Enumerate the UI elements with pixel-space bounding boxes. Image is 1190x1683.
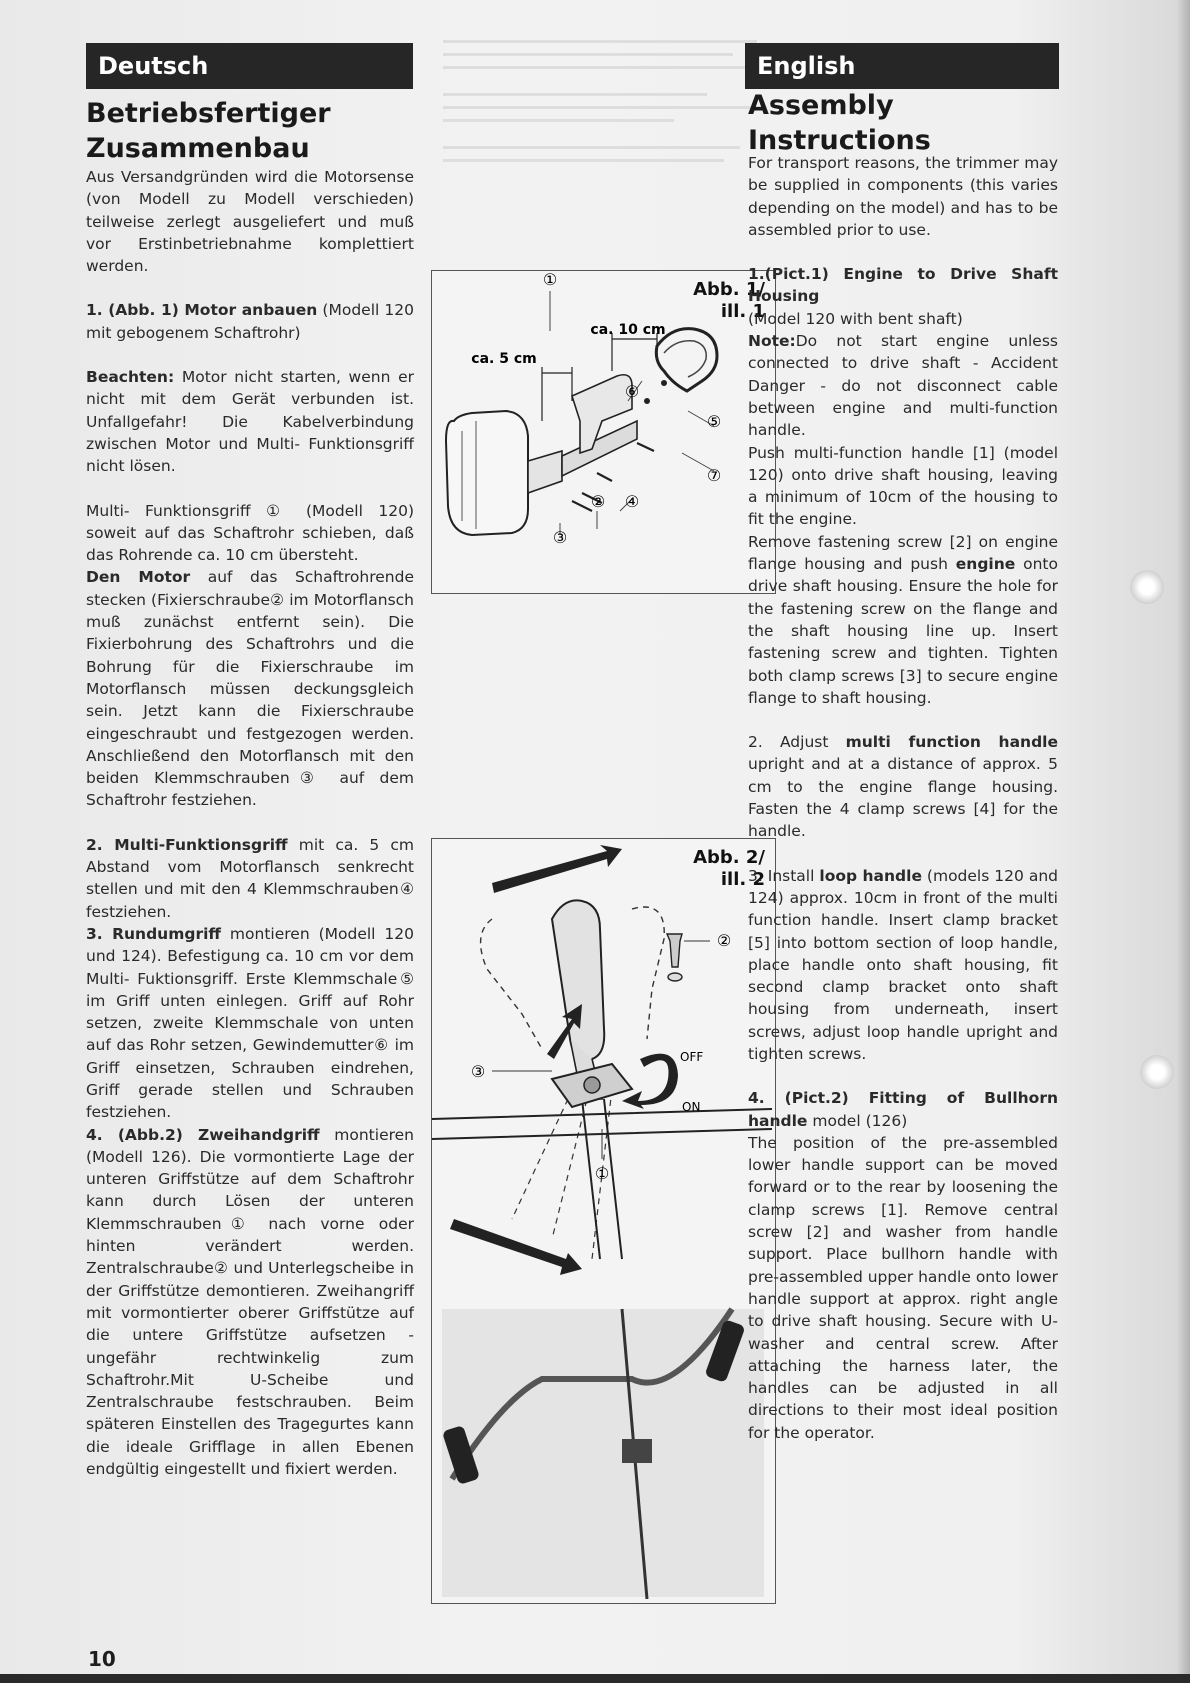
deutsch-section-1 <box>86 299 414 344</box>
punch-hole-bottom <box>1140 1055 1174 1089</box>
english-note <box>748 330 1058 441</box>
deutsch-note-text: Motor nicht starten, wenn er nicht mit dem Gerät verbunden ist. Unfallgefahr! Die Kabelverbindung zwischen Motor und Multi- Funktionsgriff nicht lösen. <box>86 368 414 476</box>
english-intro: For transport reasons, the trimmer may be supplied in components (this varies depending on the model) and has to be assembled prior to use. <box>748 154 1058 239</box>
english-s1-title: 1.(Pict.1) Engine to Drive Shaft Housing <box>748 265 1058 306</box>
deutsch-s2-text: mit ca. 5 cm Abstand vom Motorflansch senkrecht stellen und mit den 4 Klemmschrauben④ festziehen. <box>86 835 414 921</box>
english-s4-title: 4. (Pict.2) Fitting of Bullhorn <box>748 1089 1058 1108</box>
figure-1-label-line1: Abb. 1/ <box>693 279 765 300</box>
on-label: ON <box>682 1100 701 1114</box>
dimension-5cm: ca. 5 cm <box>471 351 537 367</box>
deutsch-s1-p2-text: auf das Schaftrohrende stecken (Fixierschraube② im Motorflansch muß zunächst entfernt sein). Die Fixierbohrung des Schaftrohrs und die Bohrung für die Fixierschraube im Motorflansch müssen deckungsgleich sein. Jetzt kann die Fixierschraube eingeschraubt und festgezogen werden. Anschließend den Motorflansch mit den beiden Klemmschrauben③ auf dem Schaftrohr festziehen. <box>86 568 414 810</box>
english-section-4 <box>748 1087 1058 1132</box>
deutsch-s1-p2 <box>86 566 414 811</box>
deutsch-heading <box>86 96 416 166</box>
deutsch-section-4 <box>86 1124 414 1481</box>
deutsch-section-2 <box>86 834 414 923</box>
deutsch-s4-label: 4. (Abb.2) Zweihandgriff <box>86 1125 320 1144</box>
punch-hole-top <box>1130 570 1164 604</box>
adjust-arrow-top <box>492 845 622 893</box>
figure-1-label-line2: ill. 1 <box>720 301 765 322</box>
engine-flange <box>528 451 562 493</box>
english-s4-model: model (126) <box>807 1111 908 1130</box>
figure-2-label-line2: ill. 2 <box>720 869 765 890</box>
english-s1-sub: (Model 120 with bent shaft) <box>748 309 963 328</box>
english-heading: Assembly Instructions <box>748 90 931 156</box>
handle-grip <box>552 900 604 1059</box>
deutsch-note <box>86 366 414 477</box>
deutsch-note-label: Beachten: <box>86 368 175 387</box>
figure-2 <box>431 838 776 1604</box>
engine-block <box>446 411 528 535</box>
deutsch-section-3 <box>86 923 414 1124</box>
english-s1-p2a: Remove fastening screw [2] on engine flange housing and push <box>748 532 1058 574</box>
callout-1: ① <box>542 271 558 289</box>
adjust-arrow-bottom <box>450 1219 582 1275</box>
lang-header-deutsch: Deutsch <box>86 43 413 89</box>
photo-clamp <box>622 1439 652 1463</box>
english-s4-label: handle <box>748 1111 808 1130</box>
off-label: OFF <box>680 1050 704 1064</box>
figure-1 <box>431 270 776 594</box>
page-bottom-edge <box>0 1674 1190 1683</box>
english-body <box>748 152 1058 1444</box>
english-s1-p1: Push multi-function handle [1] (model 120) onto drive shaft housing, leaving a minimum of 10cm of the housing to fit the engine. <box>748 443 1058 529</box>
callout-2: ② <box>590 492 606 511</box>
deutsch-intro: Aus Versandgründen wird die Motorsense (von Modell zu Modell verschieden) teilweise zerlegt ausgeliefert und muß vor Erstinbetriebnahme komplettiert werden. <box>86 168 414 276</box>
english-s3b: (models 120 and 124) approx. 10cm in front of the multi function handle. Insert clamp bracket [5] into bottom section of loop handle, place handle onto shaft housing, fit second clamp bracket onto shaft housing from underneath, insert screws, adjust loop handle upright and tighten screws. <box>748 866 1058 1063</box>
figure-2-drawing <box>432 839 774 1602</box>
english-s1-p2b: onto drive shaft housing. Ensure the hole for the fastening screw on the flange and the shaft housing line up. Insert fastening screw and tighten. Tighten both clamp screws [3] to secure engine flange to shaft housing. <box>748 555 1058 707</box>
english-section-3 <box>748 865 1058 1066</box>
deutsch-heading-line2: Zusammenbau <box>86 133 310 164</box>
fig2-callout-3: ③ <box>470 1062 486 1081</box>
page-edge-shadow <box>1176 0 1190 1683</box>
deutsch-body <box>86 166 414 1480</box>
english-s2a: 2. Adjust <box>748 733 846 752</box>
english-s2-label: multi function handle <box>845 733 1058 752</box>
fig2-callout-1: ① <box>594 1164 610 1183</box>
english-s1-p2-label: engine <box>955 555 1016 574</box>
callout-5: ⑤ <box>706 412 722 431</box>
callout-4: ④ <box>624 492 640 511</box>
deutsch-s2-label: 2. Multi-Funktionsgriff <box>86 835 288 854</box>
english-note-label: Note: <box>748 332 796 351</box>
english-s3a: 3. Install <box>748 866 820 885</box>
deutsch-s3-label: 3. Rundumgriff <box>86 924 221 943</box>
dimension-10cm: ca. 10 cm <box>590 322 666 338</box>
figure-1-drawing <box>432 271 774 592</box>
page-number: 10 <box>88 1647 116 1671</box>
deutsch-s1-p1: Multi- Funktionsgriff ① (Modell 120) soweit auf das Schaftrohr schieben, daß das Rohrende ca. 10 cm übersteht. <box>86 501 414 565</box>
fig2-callout-2: ② <box>716 931 732 950</box>
deutsch-heading-line1: Betriebsfertiger <box>86 98 331 129</box>
central-screw <box>667 934 682 967</box>
english-note-text: Do not start engine unless connected to drive shaft - Accident Danger - do not disconnect cable between engine and multi-function handle. <box>748 332 1058 440</box>
deutsch-s1-title: 1. (Abb. 1) Motor anbauen <box>86 301 318 320</box>
english-s1-p2 <box>748 531 1058 709</box>
deutsch-s3-text: montieren (Modell 120 und 124). Befestigung ca. 10 cm vor dem Multi- Fuktionsgriff. Erste Klemmschale⑤ im Griff unten einlegen. Griff auf Rohr setzen, zweite Klemmschale von unten auf das Rohr setzen, Gewindemutter⑥ im Griff einsetzen, Schrauben eindrehen, Griff gerade stellen und Schrauben festziehen. <box>86 924 414 1122</box>
deutsch-s1-p2-label: Den Motor <box>86 568 191 587</box>
callout-3: ③ <box>552 528 568 547</box>
deutsch-s4-text: montieren (Modell 126). Die vormontierte Lage der unteren Griffstütze auf dem Schaftrohr kann durch Lösen der unteren Klemmschrauben① nach vorne oder hinten verändert werden. Zentralschraube② und Unterlegscheibe in der Griffstütze demontieren. Zweihangriff mit vormontierter oberer Griffstütze auf die untere Griffstütze aufsetzen - ungefähr rechtwinkelig zum Schaftrohr.Mit U-Scheibe und Zentralschraube festschrauben. Beim späteren Einstellen des Tragegurtes kann die ideale Grifflage in allen Ebenen endgültig eingestellt und fixiert werden. <box>86 1125 414 1479</box>
callout-6: ⑥ <box>624 382 640 401</box>
english-s2b: upright and at a distance of approx. 5 cm to the engine flange housing. Fasten the 4 clamp screws [4] for the handle. <box>748 755 1058 841</box>
english-s4-text: The position of the pre-assembled lower handle support can be moved forward or to the rear by loosening the clamp screws [1]. Remove central screw [2] and washer from handle support. Place bullhorn handle with pre-assembled upper handle onto lower handle support at approx. right angle to drive shaft housing. Secure with U-washer and central screw. After attaching the harness later, the handles can be adjusted in all directions to their most ideal position for the operator. <box>748 1133 1058 1442</box>
lock-arrow <box>622 1054 678 1109</box>
deutsch-s1-sub: (Modell 120 mit gebogenem Schaftrohr) <box>86 301 414 342</box>
lang-header-english: English <box>745 43 1059 89</box>
callout-7: ⑦ <box>706 466 722 485</box>
english-section-2 <box>748 731 1058 842</box>
figure-2-label-line1: Abb. 2/ <box>693 847 765 868</box>
english-s3-label: loop handle <box>819 866 922 885</box>
